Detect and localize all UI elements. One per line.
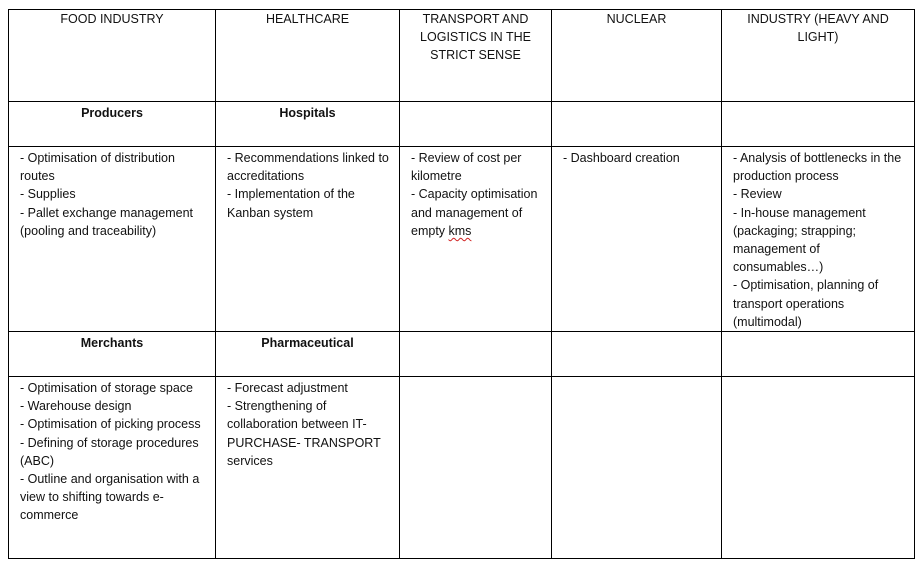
subheader-empty-cell	[552, 102, 722, 147]
list-item: - Optimisation of picking process	[20, 417, 201, 432]
subheader-empty-cell	[722, 102, 915, 147]
header-transport-logistics: TRANSPORT AND LOGISTICS IN THE STRICT SENSE	[400, 10, 552, 102]
list-item: - Forecast adjustment	[227, 381, 348, 396]
empty-cell	[722, 377, 915, 559]
healthcare-pharmaceutical-list	[216, 377, 399, 470]
spellcheck-flagged-word: kms	[448, 223, 472, 238]
subheader-producers: Producers	[9, 102, 216, 147]
subheader-empty-cell	[722, 332, 915, 377]
food-merchants-cell	[9, 377, 216, 559]
list-item: - Defining of storage procedures (ABC)	[20, 435, 199, 468]
list-item: - Warehouse design	[20, 399, 132, 414]
subheader-hospitals: Hospitals	[216, 102, 400, 147]
transport-cell	[400, 147, 552, 332]
food-producers-cell	[9, 147, 216, 332]
list-item: - Dashboard creation	[563, 151, 680, 165]
list-item: - Review of cost per kilometre	[411, 151, 522, 184]
subheader-empty-cell	[400, 102, 552, 147]
list-item: - Optimisation, planning of transport operations (multimodal)	[733, 278, 879, 329]
list-item	[411, 185, 541, 240]
list-item: - Implementation of the Kanban system	[227, 187, 355, 220]
header-industry: INDUSTRY (HEAVY AND LIGHT)	[722, 10, 915, 102]
empty-cell	[552, 377, 722, 559]
healthcare-pharmaceutical-cell	[216, 377, 400, 559]
industry-cell	[722, 147, 915, 332]
list-item: - Pallet exchange management (pooling and traceability)	[20, 205, 194, 238]
list-item: - In-house management (packaging; strapping; management of consumables…)	[733, 205, 866, 275]
food-merchants-list	[9, 377, 215, 525]
healthcare-hospitals-cell	[216, 147, 400, 332]
list-item: - Review	[733, 187, 782, 202]
list-item: - Optimisation of distribution routes	[20, 151, 175, 184]
content-row-2	[9, 377, 915, 559]
subheader-empty-cell	[400, 332, 552, 377]
content-row-1	[9, 147, 915, 332]
subheader-row-2	[9, 332, 915, 377]
header-healthcare: HEALTHCARE	[216, 10, 400, 102]
list-item: - Analysis of bottlenecks in the production process	[733, 151, 902, 184]
list-item-text: empty	[411, 223, 449, 238]
services-table	[8, 9, 915, 559]
list-item: - Recommendations linked to accreditations	[227, 151, 389, 184]
subheader-pharmaceutical: Pharmaceutical	[216, 332, 400, 377]
subheader-merchants: Merchants	[9, 332, 216, 377]
nuclear-cell	[552, 147, 722, 332]
food-producers-list	[9, 147, 215, 240]
industry-list	[722, 147, 914, 331]
nuclear-list	[552, 147, 721, 167]
column-header-row	[9, 10, 915, 102]
header-food-industry: FOOD INDUSTRY	[9, 10, 216, 102]
subheader-row-1	[9, 102, 915, 147]
header-nuclear: NUCLEAR	[552, 10, 722, 102]
list-item: - Outline and organisation with a view to shifting towards e-commerce	[20, 472, 200, 523]
healthcare-hospitals-list	[216, 147, 399, 222]
list-item: - Supplies	[20, 187, 76, 202]
list-item: - Optimisation of storage space	[20, 381, 193, 396]
subheader-empty-cell	[552, 332, 722, 377]
empty-cell	[400, 377, 552, 559]
list-item-text: - Capacity optimisation and management of	[411, 187, 538, 220]
transport-list	[400, 147, 551, 240]
list-item: - Strengthening of collaboration between IT-PURCHASE- TRANSPORT services	[227, 399, 381, 468]
